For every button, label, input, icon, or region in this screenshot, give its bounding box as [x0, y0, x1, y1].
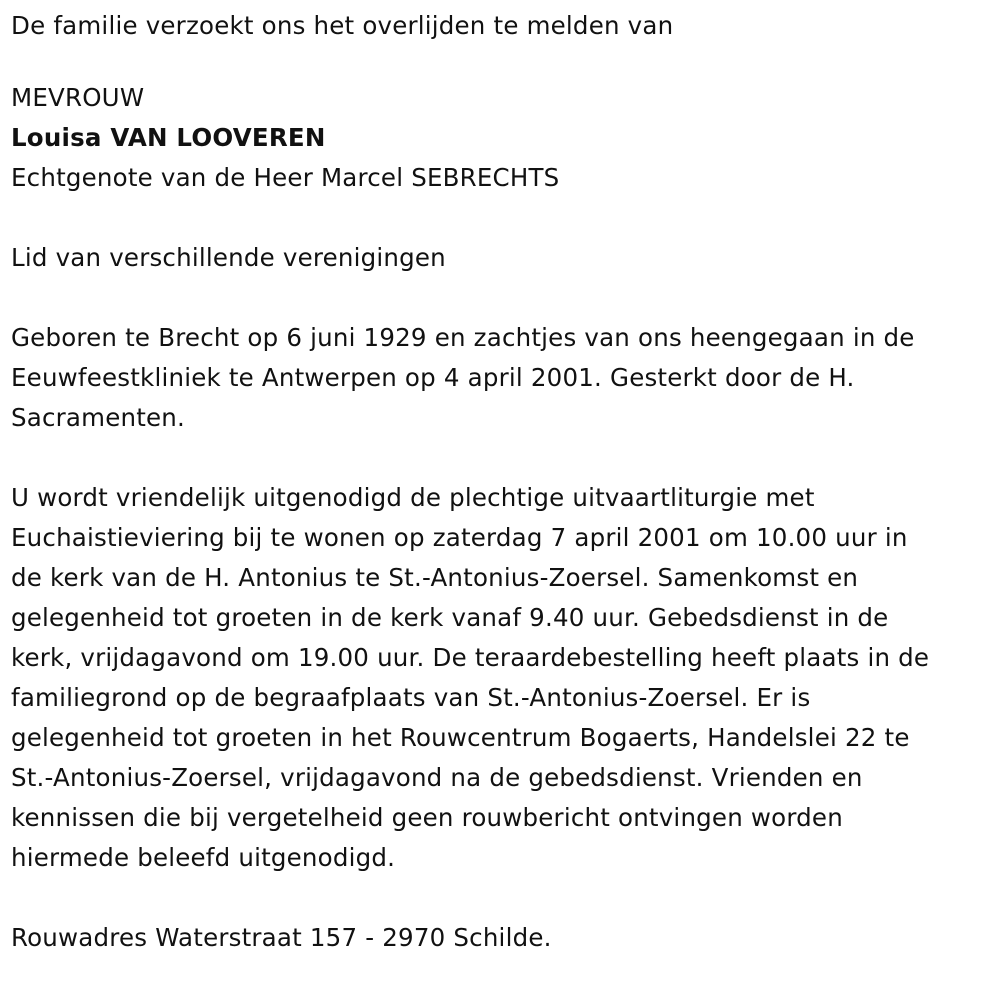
paragraph-line: hiermede beleefd uitgenodigd.	[11, 843, 396, 872]
spacer	[11, 46, 996, 78]
spacer	[11, 878, 996, 918]
paragraph-line: gelegenheid tot groeten in de kerk vanaf 9.40 uur. Gebedsdienst in de	[11, 603, 889, 632]
birth-death-paragraph	[11, 318, 996, 438]
obituary-notice	[11, 6, 996, 958]
paragraph-line: familiegrond op de begraafplaats van St.-Antonius-Zoersel. Er is	[11, 683, 811, 712]
paragraph-line: de kerk van de H. Antonius te St.-Antonius-Zoersel. Samenkomst en	[11, 563, 859, 592]
paragraph-line: kennissen die bij vergetelheid geen rouwbericht ontvingen worden	[11, 803, 843, 832]
spouse-text: Echtgenote van de Heer Marcel SEBRECHTS	[11, 163, 560, 192]
address-text: Rouwadres Waterstraat 157 - 2970 Schilde.	[11, 923, 552, 952]
intro-text: De familie verzoekt ons het overlijden te melden van	[11, 11, 674, 40]
paragraph-line: Eeuwfeestkliniek te Antwerpen op 4 april 2001. Gesterkt door de H.	[11, 363, 855, 392]
salutation: MEVROUW	[11, 83, 145, 112]
membership-text: Lid van verschillende verenigingen	[11, 243, 446, 272]
paragraph-line: Euchaistieviering bij te wonen op zaterdag 7 april 2001 om 10.00 uur in	[11, 523, 908, 552]
paragraph-line: Sacramenten.	[11, 403, 185, 432]
spacer	[11, 278, 996, 318]
paragraph-line: U wordt vriendelijk uitgenodigd de plechtige uitvaartliturgie met	[11, 483, 815, 512]
paragraph-line: gelegenheid tot groeten in het Rouwcentrum Bogaerts, Handelslei 22 te	[11, 723, 910, 752]
spacer	[11, 438, 996, 478]
funeral-paragraph	[11, 478, 996, 878]
deceased-name: Louisa VAN LOOVEREN	[11, 123, 326, 152]
paragraph-line: St.-Antonius-Zoersel, vrijdagavond na de gebedsdienst. Vrienden en	[11, 763, 863, 792]
paragraph-line: Geboren te Brecht op 6 juni 1929 en zachtjes van ons heengegaan in de	[11, 323, 915, 352]
paragraph-line: kerk, vrijdagavond om 19.00 uur. De teraardebestelling heeft plaats in de	[11, 643, 930, 672]
spacer	[11, 198, 996, 238]
